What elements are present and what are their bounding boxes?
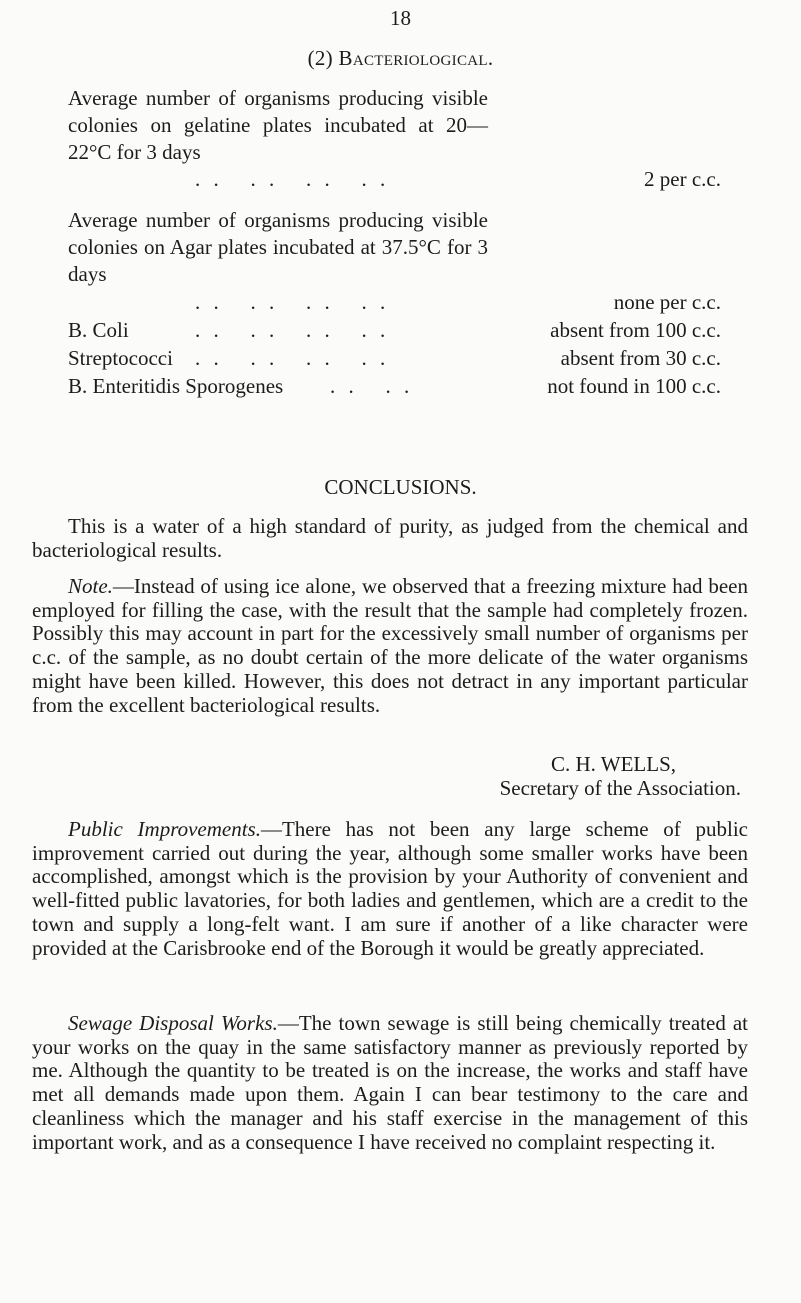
result-label-streptococci: Streptococci	[68, 346, 173, 370]
dot-leader: . . . . . . . .	[195, 318, 390, 342]
conclusions-heading: CONCLUSIONS.	[324, 475, 477, 499]
sewage-disposal-paragraph	[32, 1012, 748, 1154]
result-value-agar: none per c.c.	[613, 290, 721, 314]
note-paragraph	[32, 575, 748, 717]
dot-leader: . . . .	[330, 374, 414, 398]
result-label-agar: Average number of organisms producing visible colonies on Agar plates incubated at 37.5°C for 3 days	[68, 208, 488, 286]
page-number: 18	[390, 6, 411, 30]
note-lead: Note.	[68, 574, 113, 598]
sewage-disposal-text: —The town sewage is still being chemically treated at your works on the quay in the same satisfactory manner as previously reported by me. Although the quantity to be treated is on the increase, the works and staff have met all demands made upon them. Again I can bear testimony to the care and cleanliness which the manager and his staff exercise in the management of this important work, and as a consequence I have received no complaint respecting it.	[32, 1011, 748, 1154]
result-label-gelatine: Average number of organisms producing visible colonies on gelatine plates incubated at 20—22°C for 3 days	[68, 86, 488, 164]
result-value-coli: absent from 100 c.c.	[550, 318, 721, 342]
sewage-disposal-lead: Sewage Disposal Works.	[68, 1011, 278, 1035]
result-label-coli: B. Coli	[68, 318, 129, 342]
section-number: (2)	[307, 46, 333, 70]
result-value-enteritidis: not found in 100 c.c.	[547, 374, 721, 398]
public-improvements-lead: Public Improvements.	[68, 817, 261, 841]
dot-leader: . . . . . . . .	[195, 290, 390, 314]
public-improvements-paragraph	[32, 818, 748, 960]
section-heading	[0, 46, 801, 71]
result-value-gelatine: 2 per c.c.	[644, 167, 721, 191]
result-label-enteritidis: B. Enteritidis Sporogenes	[68, 374, 284, 398]
signature-name: C. H. WELLS,	[550, 752, 676, 776]
note-text: —Instead of using ice alone, we observed that a freezing mixture had been employed for filling the case, with the result that the sample had completely frozen. Possibly this may account in part for the excessively small number of organisms per c.c. of the sample, as no doubt certain of the more delicate of the water organisms might have been killed. However, this does not detract in any important particular from the excellent bacteriological results.	[32, 574, 748, 717]
conclusions-paragraph: This is a water of a high standard of purity, as judged from the chemical and bacteriological results.	[32, 514, 748, 562]
dot-leader: . . . . . . . .	[195, 167, 390, 191]
section-title: Bacteriological.	[338, 46, 494, 70]
public-improvements-text: —There has not been any large scheme of public improvement carried out during the year, although some smaller works have been accomplished, amongst which is the provision by your Authority of convenient and well-fitted public lavatories, for both ladies and gentlemen, which are a credit to the town and supply a long-felt want. I am sure if another of a like character were provided at the Carisbrooke end of the Borough it would be greatly appreciated.	[32, 817, 749, 960]
result-value-streptococci: absent from 30 c.c.	[560, 346, 721, 370]
dot-leader: . . . . . . . .	[195, 346, 390, 370]
signature-title: Secretary of the Association.	[499, 776, 741, 800]
